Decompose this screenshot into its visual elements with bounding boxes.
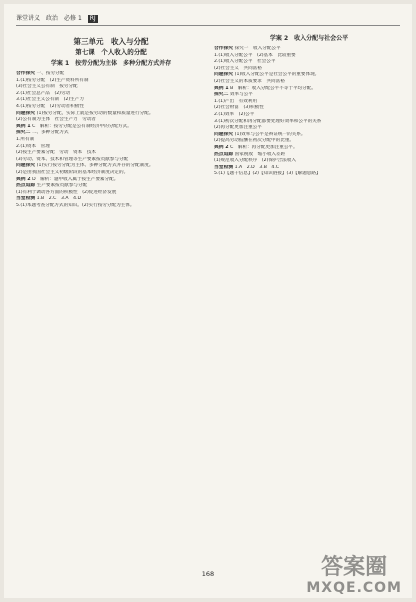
text-line bbox=[16, 190, 206, 197]
text-line bbox=[214, 158, 404, 165]
unit-title: 第三单元 收入与分配 bbox=[73, 37, 149, 46]
right-sections bbox=[214, 46, 404, 178]
section-text: (2)再分配更加注重公平 bbox=[214, 125, 262, 131]
section-text: (1)实行按劳分配为主体、多种分配方式并存的分配制度。 bbox=[36, 163, 154, 169]
section-text: 2.(1)资本 管理 bbox=[16, 143, 50, 149]
section-text: D 解析：题中收入属于按生产要素分配。 bbox=[32, 176, 119, 182]
text-line bbox=[16, 117, 206, 124]
section-text: (2)按生产要素分配 劳动 资本 技术 bbox=[16, 150, 97, 156]
text-line bbox=[214, 99, 404, 106]
section-text: 2.(1)收入分配公平 社会公平 bbox=[214, 59, 276, 65]
page bbox=[4, 4, 412, 598]
text-line bbox=[16, 157, 206, 164]
text-line bbox=[214, 119, 404, 126]
text-line bbox=[16, 150, 206, 157]
header-tag: RJ bbox=[89, 14, 96, 22]
section-text: 1.所有制 bbox=[16, 136, 35, 142]
page-number: 168 bbox=[201, 570, 215, 578]
section-text: C 解析：按劳分配是公有制经济中的分配方式。 bbox=[32, 123, 132, 129]
section-label: 当堂检测 bbox=[16, 196, 36, 202]
section-text: 1.(1)产出 有效利用 bbox=[214, 98, 258, 104]
section-text: (1)效率与公平是辩证统一的关系。 bbox=[234, 131, 306, 137]
section-text: 一、按劳分配 bbox=[36, 71, 65, 76]
lesson-title: 第七课 个人收入的分配 bbox=[75, 48, 147, 56]
section-label: 合作探究 bbox=[214, 46, 234, 51]
section-label: 热点追踪 bbox=[214, 151, 234, 157]
header-volume: 必修 1 bbox=[64, 14, 82, 22]
section-text: 5.(1)【题干信息】(2)【知识链接】(3)【解题思路】 bbox=[214, 171, 321, 177]
text-line bbox=[214, 145, 404, 152]
section-text: 2.(1)效率 (2)公平 bbox=[214, 111, 255, 117]
watermark-sub: MXQE.COM bbox=[306, 580, 402, 596]
section-label: 问题探究 bbox=[214, 72, 234, 78]
section-label: 典例 2 bbox=[214, 144, 229, 150]
section-label: 典例 1 bbox=[16, 123, 31, 129]
section-text: 3.(1)社会主义公有制 (2)生产力 bbox=[16, 97, 84, 103]
section-text: 1.(1)按劳分配 (2)生产资料所有制 bbox=[16, 77, 89, 83]
text-line bbox=[16, 177, 206, 184]
watermark-logo bbox=[306, 556, 402, 596]
section-text: (1)规范收入分配秩序 (2)保护合法收入 bbox=[214, 158, 296, 164]
case-title-right: 学案 2 收入分配与社会公平 bbox=[269, 35, 349, 42]
section-text: 1.(1)收入分配公平 (2)基本 比较重要 bbox=[214, 52, 296, 58]
left-column bbox=[16, 32, 206, 572]
text-line bbox=[214, 125, 404, 132]
text-line bbox=[16, 97, 206, 104]
section-text: B 解析：收入分配公平不等于平均分配。 bbox=[230, 85, 316, 91]
text-line bbox=[16, 170, 206, 177]
section-label: 问题探究 bbox=[16, 110, 36, 116]
section-text: (2)社会主义 共同富裕 bbox=[214, 65, 262, 71]
text-line bbox=[16, 111, 206, 118]
section-label: 热点追踪 bbox=[16, 183, 36, 189]
text-line bbox=[16, 203, 206, 210]
section-text: 2.(1)社会总产品 (2)劳动 bbox=[16, 90, 71, 96]
text-line bbox=[214, 152, 404, 159]
text-line bbox=[16, 84, 206, 91]
text-line bbox=[214, 138, 404, 145]
section-text: 国家税收 缩小收入差距 bbox=[234, 151, 286, 157]
text-line bbox=[16, 104, 206, 111]
section-label: 典例 1 bbox=[214, 85, 229, 91]
section-label: 典例 2 bbox=[16, 176, 31, 182]
text-line bbox=[214, 79, 404, 86]
section-text: 生产要素按贡献参与分配 bbox=[36, 183, 88, 189]
section-text: 1.B 2.C 3.A 4.D bbox=[36, 196, 82, 202]
text-line bbox=[16, 91, 206, 98]
text-line bbox=[214, 112, 404, 119]
text-line bbox=[214, 72, 404, 79]
text-line bbox=[214, 165, 404, 172]
text-line bbox=[16, 71, 206, 78]
section-text: (2)社会财富 (3)积极性 bbox=[214, 105, 264, 111]
section-text: 4.(1)按劳分配 (2)劳动者积极性 bbox=[16, 103, 84, 109]
section-text: 二、多种分配方式 bbox=[31, 130, 69, 136]
section-label: 合作探究 bbox=[16, 71, 36, 76]
section-label: 问题探究 bbox=[214, 131, 234, 137]
section-text: (3)劳动、资本、技术和管理等生产要素按贡献参与分配 bbox=[16, 156, 129, 162]
text-line bbox=[16, 137, 206, 144]
text-line bbox=[16, 144, 206, 151]
text-line bbox=[16, 163, 206, 170]
left-sections bbox=[16, 71, 206, 209]
section-text: (2)公有制为主体 社会生产力 劳动者 bbox=[16, 117, 97, 123]
header-series: 课堂讲义 bbox=[16, 14, 41, 22]
section-text: 探究一 收入分配公平 bbox=[234, 46, 281, 51]
section-text: (1)有利于调动各方面的积极性 (2)促进经济发展 bbox=[16, 189, 117, 195]
section-text: 效率与公平 bbox=[229, 92, 253, 98]
text-line bbox=[16, 183, 206, 190]
text-line bbox=[16, 124, 206, 131]
section-text: (2)是由我国社会主义初级阶段的基本经济制度决定的。 bbox=[16, 169, 129, 175]
text-line bbox=[214, 171, 404, 178]
text-line bbox=[214, 46, 404, 53]
text-line bbox=[214, 53, 404, 60]
section-text: 5.(1)本题考查分配方式的知识。(2)实行按劳分配为主体。 bbox=[16, 202, 135, 208]
text-line bbox=[214, 105, 404, 112]
text-line bbox=[214, 86, 404, 93]
text-line bbox=[16, 196, 206, 203]
section-text: C 解析：再分配更加注重公平。 bbox=[230, 144, 298, 150]
text-line bbox=[16, 130, 206, 137]
header-subject: 政治 bbox=[46, 14, 59, 22]
text-line bbox=[214, 66, 404, 73]
section-label: 探究二 bbox=[16, 130, 31, 136]
section-text: (1)按劳分配，实际上就是按劳动的数量和质量进行分配。 bbox=[36, 110, 154, 116]
text-line bbox=[214, 59, 404, 66]
section-label: 当堂检测 bbox=[214, 164, 234, 170]
text-line bbox=[16, 78, 206, 85]
section-text: 3.(1)初次分配和再分配都要处理好效率和公平的关系 bbox=[214, 118, 322, 124]
section-text: (1)收入分配公平是社会公平的重要体现。 bbox=[234, 72, 320, 78]
section-label: 问题探究 bbox=[16, 163, 36, 169]
section-text: (2)提高劳动报酬在初次分配中的比重。 bbox=[214, 138, 295, 144]
section-text: (3)社会主义公有制 按劳分配 bbox=[16, 84, 78, 90]
case-title-left: 学案 1 按劳分配为主体 多种分配方式并存 bbox=[50, 60, 172, 67]
text-line bbox=[214, 92, 404, 99]
watermark-main: 答案圈 bbox=[321, 555, 388, 580]
section-label: 探究二 bbox=[214, 92, 229, 98]
section-text: (2)社会主义的本质要求 共同富裕 bbox=[214, 78, 285, 84]
section-text: 1.A 2.D 3.B 4.C bbox=[234, 164, 280, 170]
right-column bbox=[214, 32, 404, 572]
text-line bbox=[214, 132, 404, 139]
page-header bbox=[16, 12, 400, 26]
